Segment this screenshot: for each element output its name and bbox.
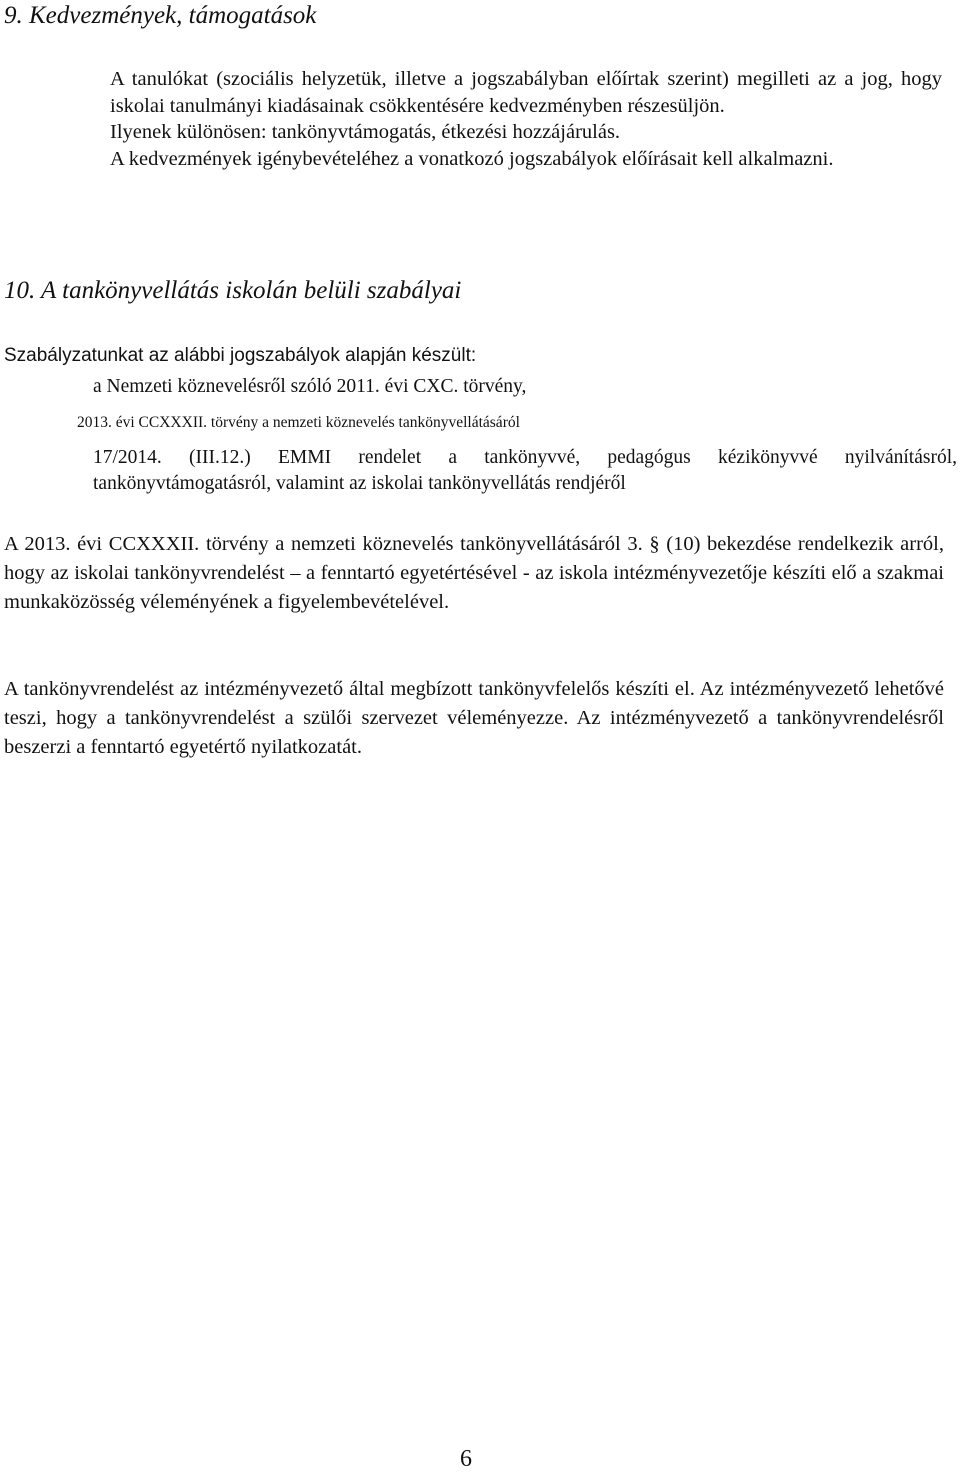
section-10-intro: Szabályzatunkat az alábbi jogszabályok alapján készült: bbox=[4, 345, 477, 366]
law-text: 17/2014. (III.12.) EMMI rendelet a tankönyvvé, pedagógus kézikönyvvé nyilvánításról, tankönyvtámogatásról, valamint az iskolai tankönyvellátás rendjéről bbox=[93, 447, 957, 494]
law-list-item bbox=[52, 445, 957, 497]
section-10-paragraph-2: A tankönyvrendelést az intézményvezető által megbízott tankönyvfelelős készíti el. Az intézményvezető lehetővé teszi, hogy a tankönyvrendelést a szülői szervezet véleményezze. Az intézményvezető a tankönyvrendelésről beszerzi a fenntartó egyetértő nyilatkozatát. bbox=[4, 678, 944, 758]
section-10-heading: 10. A tankönyvellátás iskolán belüli szabályai bbox=[4, 277, 462, 304]
page-number: 6 bbox=[460, 1446, 472, 1472]
section-9-paragraph-1: A tanulókat (szociális helyzetük, illetve a jogszabályban előírtak szerint) megilleti az a jog, hogy iskolai tanulmányi kiadásainak csökkentésére kedvezményben részesüljön. bbox=[110, 68, 942, 117]
law-text: a Nemzeti köznevelésről szóló 2011. évi CXC. törvény, bbox=[93, 376, 527, 397]
section-9-heading: 9. Kedvezmények, támogatások bbox=[4, 2, 317, 29]
law-list-item bbox=[52, 412, 942, 434]
section-9-paragraph-3: A kedvezmények igénybevételéhez a vonatkozó jogszabályok előírásait kell alkalmazni. bbox=[110, 147, 834, 170]
law-text: 2013. évi CCXXXII. törvény a nemzeti köznevelés tankönyvellátásáról bbox=[77, 414, 520, 431]
section-9-body bbox=[110, 66, 942, 172]
section-10-paragraph-1: A 2013. évi CCXXXII. törvény a nemzeti köznevelés tankönyvellátásáról 3. § (10) bekezdése rendelkezik arról, hogy az iskolai tankönyvrendelést – a fenntartó egyetértésével - az iskola intézményvezetője készíti elő a szakmai munkaközösség véleményének a figyelembevételével. bbox=[4, 533, 944, 613]
law-list-item bbox=[52, 374, 942, 400]
section-9-paragraph-2: Ilyenek különösen: tankönyvtámogatás, étkezési hozzájárulás. bbox=[110, 121, 621, 143]
